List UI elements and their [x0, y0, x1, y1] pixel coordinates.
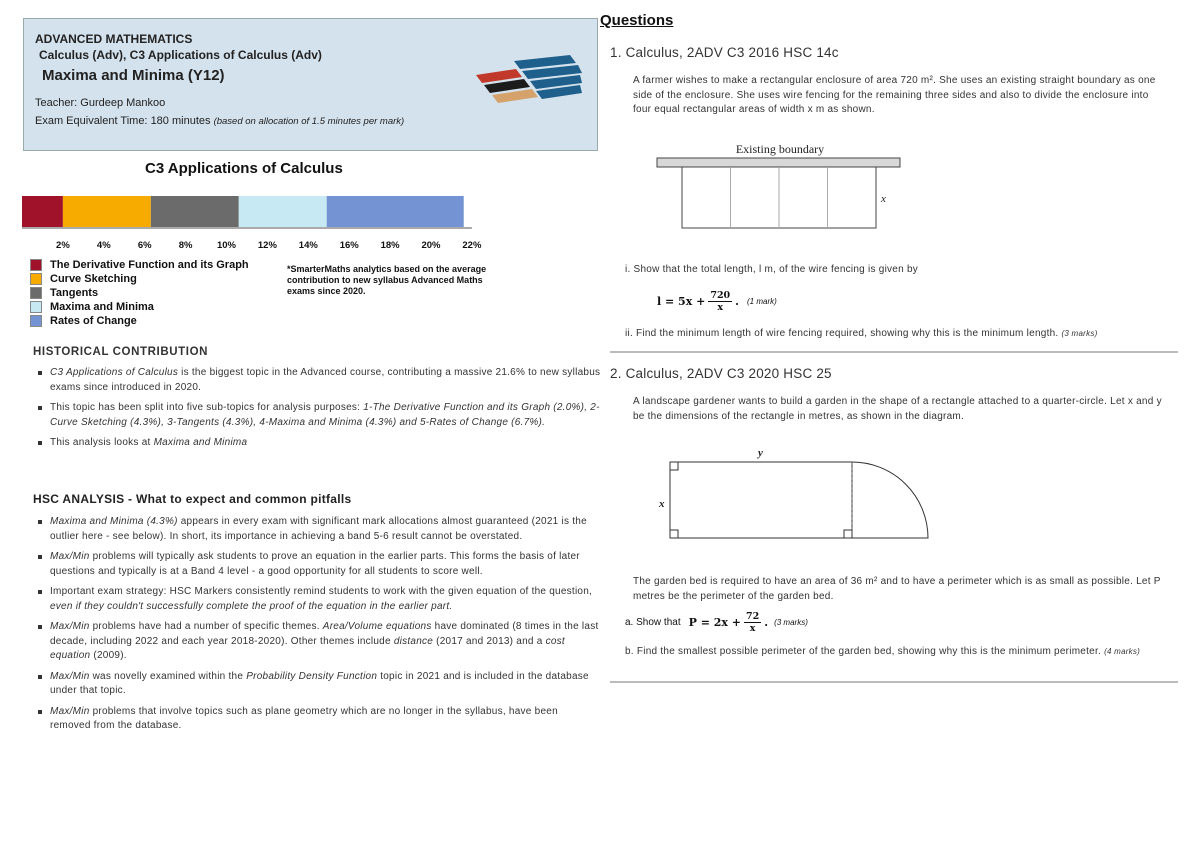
- list-item: This topic has been split into five sub-topics for analysis purposes: 1-The Derivative Function and its Graph (2.0%), 2-Curve Sketching (4.3%), 3-Tangents (4.3%), 4-Maxima and Minima (4.3%) and 5-Rates of Change (6.7%).: [36, 401, 601, 430]
- teacher-line: [35, 97, 165, 109]
- bar-segment-3: [151, 196, 239, 227]
- list-item: Maxima and Minima (4.3%) appears in every exam with significant mark allocations almost guaranteed (2021 is the outlier here - see below). In short, its importance in achieving a band 5-6 result cannot be overstated.: [36, 515, 601, 544]
- existing-boundary-label: Existing boundary: [735, 142, 825, 156]
- question-2-diagram: [655, 443, 945, 543]
- legend-item: [30, 300, 249, 314]
- question-1-diagram: [655, 140, 905, 232]
- list-item: Max/Min was novelly examined within the Probability Density Function topic in 2021 and is included in the database under that topic.: [36, 670, 601, 699]
- list-item: Important exam strategy: HSC Markers consistently remind students to work with the given equation of the question, even if they couldn't successfully complete the proof of the equation in the earlier part.: [36, 585, 601, 614]
- x-tick-label: 20%: [421, 240, 441, 251]
- list-item: Max/Min problems have had a number of specific themes. Area/Volume equations have dominated (8 times in the last decade, including 2022 and each year 2018-2020). Other themes include distance (2017 and 2013) and a cost equation (2009).: [36, 620, 601, 664]
- hsc-analysis-list: [36, 515, 601, 740]
- list-item: Max/Min problems will typically ask students to prove an equation in the earlier parts. This forms the basis of later questions and typically is at a Band 4 level - a good opportunity for all students to score well.: [36, 550, 601, 579]
- question-1-part-ii: ii. Find the minimum length of wire fencing required, showing why this is the minimum length. (3 marks): [625, 328, 1098, 339]
- diagram-y-label: y: [758, 447, 763, 459]
- exam-time-value: 180 minutes: [150, 115, 211, 127]
- teacher-name: Gurdeep Mankoo: [80, 97, 166, 109]
- x-tick-label: 18%: [380, 240, 400, 251]
- bar-segment-2: [63, 196, 151, 227]
- legend-item: [30, 272, 249, 286]
- bar-segment-1: [22, 196, 63, 227]
- historical-heading: HISTORICAL CONTRIBUTION: [33, 346, 209, 358]
- legend-label: The Derivative Function and its Graph: [50, 259, 249, 271]
- brand-logo: [474, 55, 584, 125]
- course-title: Calculus (Adv), C3 Applications of Calculus (Adv): [39, 48, 322, 62]
- teacher-label: Teacher:: [35, 97, 78, 109]
- question-1-text: A farmer wishes to make a rectangular enclosure of area 720 m². She uses an existing straight boundary as one side of the enclosure. She uses wire fencing for the remaining three sides and also to divide the enclosure into four equal rectangular areas of width x m as shown.: [633, 75, 1156, 115]
- chart-title: C3 Applications of Calculus: [145, 160, 343, 177]
- question-1-formula: l = 5x + $\frac{720}{x}$ . (1 mark): [657, 290, 777, 313]
- legend-item: [30, 258, 249, 272]
- exam-time-note: (based on allocation of 1.5 minutes per mark): [213, 116, 405, 127]
- topic-title: Maxima and Minima (Y12): [42, 67, 225, 84]
- legend-item: [30, 286, 249, 300]
- list-item: C3 Applications of Calculus is the biggest topic in the Advanced course, contributing a massive 21.6% to new syllabus exams since introduced in 2020.: [36, 366, 601, 395]
- question-2-text-2: The garden bed is required to have an area of 36 m² and to have a perimeter which is as small as possible. Let P metres be the perimeter of the garden bed.: [633, 576, 1161, 602]
- list-item: Max/Min problems that involve topics such as plane geometry which are no longer in the syllabus, have been removed from the database.: [36, 705, 601, 734]
- exam-time-line: [35, 115, 404, 127]
- question-2-part-b: b. Find the smallest possible perimeter of the garden bed, showing why this is the minimum perimeter. (4 marks): [625, 646, 1141, 657]
- questions-heading: Questions: [600, 12, 674, 29]
- historical-list: [36, 366, 601, 457]
- x-tick-label: 4%: [96, 240, 111, 251]
- diagram-x-label: x: [881, 193, 886, 205]
- stacked-bar-chart: [0, 180, 500, 256]
- legend-swatch: [30, 259, 42, 271]
- x-tick-label: 14%: [298, 240, 318, 251]
- question-2-title: 2. Calculus, 2ADV C3 2020 HSC 25: [610, 366, 832, 381]
- mark-allocation: (3 marks): [774, 618, 808, 627]
- legend-swatch: [30, 287, 42, 299]
- question-2-text: A landscape gardener wants to build a garden in the shape of a rectangle attached to a quarter-circle. Let x and y be the dimensions of the rectangle in metres, as shown in the diagram.: [633, 396, 1162, 422]
- question-1-part-i: i. Show that the total length, l m, of the wire fencing is given by: [625, 264, 919, 275]
- x-tick-label: 2%: [56, 240, 70, 251]
- legend-label: Rates of Change: [50, 315, 137, 327]
- mark-allocation: (1 mark): [747, 297, 777, 306]
- x-tick-label: 22%: [462, 240, 482, 251]
- subject-title: ADVANCED MATHEMATICS: [35, 32, 193, 46]
- legend-label: Curve Sketching: [50, 273, 137, 285]
- x-tick-label: 6%: [137, 240, 152, 251]
- diagram-x-label: x: [659, 498, 665, 510]
- x-tick-label: 16%: [339, 240, 359, 251]
- legend-item: [30, 314, 249, 328]
- chart-note: *SmarterMaths analytics based on the average contribution to new syllabus Advanced Maths exams since 2020.: [287, 264, 487, 296]
- hsc-analysis-heading: HSC ANALYSIS - What to expect and common pitfalls: [33, 492, 352, 506]
- x-tick-label: 12%: [257, 240, 277, 251]
- question-1-title: 1. Calculus, 2ADV C3 2016 HSC 14c: [610, 45, 839, 60]
- legend-label: Tangents: [50, 287, 99, 299]
- legend-swatch: [30, 273, 42, 285]
- question-divider: [610, 351, 1178, 353]
- question-2-formula: a. Show that P = 2x + $\frac{72}{x}$ . (3 marks): [625, 611, 808, 634]
- bar-segment-5: [327, 196, 464, 227]
- chart-legend: [30, 258, 249, 328]
- x-tick-label: 8%: [178, 240, 193, 251]
- question-divider: [610, 681, 1178, 683]
- exam-time-label: Exam Equivalent Time:: [35, 115, 148, 127]
- bar-segment-4: [239, 196, 327, 227]
- legend-swatch: [30, 315, 42, 327]
- x-tick-label: 10%: [216, 240, 237, 251]
- legend-label: Maxima and Minima: [50, 301, 154, 313]
- legend-swatch: [30, 301, 42, 313]
- header-box: [23, 18, 598, 151]
- list-item: This analysis looks at Maxima and Minima: [36, 436, 601, 451]
